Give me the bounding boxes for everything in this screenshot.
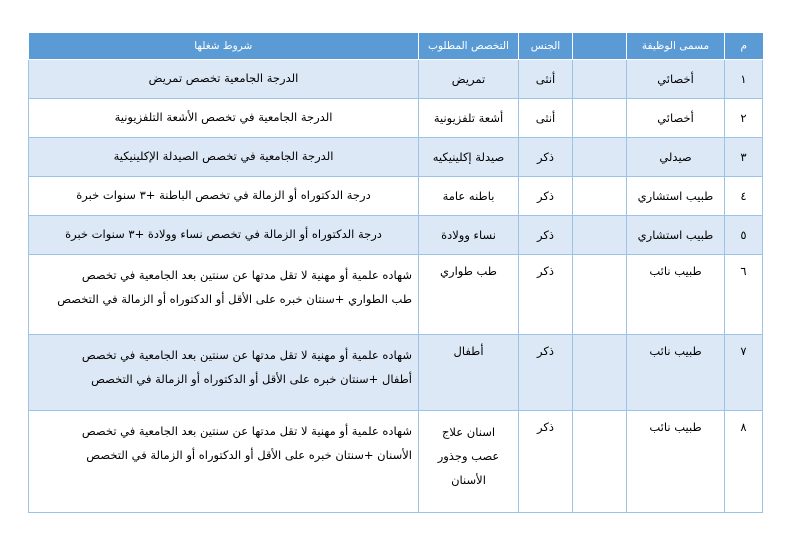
requirements-line: شهاده علمية أو مهنية لا تقل مدتها عن سنتين بعد الجامعية في تخصص <box>81 424 412 438</box>
specialty-line: اسنان علاج <box>441 425 496 439</box>
row-specialty: تمريض <box>419 60 519 99</box>
row-gender: ذكر <box>519 216 573 255</box>
requirements-line: شهاده علمية أو مهنية لا تقل مدتها عن سنتين بعد الجامعية في تخصص <box>81 268 412 282</box>
table-row <box>29 255 763 335</box>
row-requirements <box>29 255 419 335</box>
row-job-title: طبيب استشاري <box>627 216 725 255</box>
table-row <box>29 60 763 99</box>
table-row <box>29 216 763 255</box>
row-specialty: نساء وولادة <box>419 216 519 255</box>
row-num: ٧ <box>725 335 763 411</box>
requirements-line: أطفال +سنتان خبره على الأقل أو الدكتوراه أو الزمالة في التخصص <box>91 371 412 386</box>
table-header-row <box>29 33 763 60</box>
row-job-title: طبيب نائب <box>627 335 725 411</box>
row-blank <box>573 216 627 255</box>
row-requirements: الدرجة الجامعية تخصص تمريض <box>29 60 419 99</box>
specialty-line: الأسنان <box>451 473 486 488</box>
row-blank <box>573 255 627 335</box>
row-gender: ذكر <box>519 177 573 216</box>
row-blank <box>573 99 627 138</box>
row-requirements: الدرجة الجامعية في تخصص الصيدلة الإكلينيكية <box>29 138 419 177</box>
requirements-line: الأسنان +سنتان خبره على الأقل أو الدكتوراه أو الزمالة في التخصص <box>86 447 412 462</box>
row-gender: ذكر <box>519 138 573 177</box>
row-num: ٣ <box>725 138 763 177</box>
table-row <box>29 411 763 513</box>
row-specialty <box>419 411 519 513</box>
row-gender: ذكر <box>519 411 573 513</box>
requirements-line: طب الطواري +سنتان خبره على الأقل أو الدكتوراه أو الزمالة في التخصص <box>57 291 412 306</box>
row-specialty: أطفال <box>419 335 519 411</box>
row-requirements <box>29 335 419 411</box>
header-specialty: التخصص المطلوب <box>419 33 519 60</box>
row-job-title: طبيب نائب <box>627 411 725 513</box>
row-specialty: باطنه عامة <box>419 177 519 216</box>
table-row <box>29 335 763 411</box>
row-num: ١ <box>725 60 763 99</box>
table-row <box>29 138 763 177</box>
table-row <box>29 177 763 216</box>
row-requirements: درجة الدكتوراه أو الزمالة في تخصص نساء وولادة +٣ سنوات خبرة <box>29 216 419 255</box>
row-num: ٦ <box>725 255 763 335</box>
header-job-title: مسمى الوظيفة <box>627 33 725 60</box>
row-specialty: أشعة تلفزيونية <box>419 99 519 138</box>
row-job-title: أخصائي <box>627 60 725 99</box>
row-num: ٢ <box>725 99 763 138</box>
header-requirements: شروط شغلها <box>29 33 419 60</box>
specialty-line: عصب وجذور <box>437 449 500 464</box>
row-requirements: الدرجة الجامعية في تخصص الأشعة التلفزيونية <box>29 99 419 138</box>
row-gender: ذكر <box>519 255 573 335</box>
row-blank <box>573 411 627 513</box>
row-blank <box>573 60 627 99</box>
row-gender: أنثى <box>519 99 573 138</box>
row-job-title: أخصائي <box>627 99 725 138</box>
row-gender: ذكر <box>519 335 573 411</box>
row-job-title: صيدلي <box>627 138 725 177</box>
table-row <box>29 99 763 138</box>
header-gender: الجنس <box>519 33 573 60</box>
row-num: ٨ <box>725 411 763 513</box>
row-num: ٤ <box>725 177 763 216</box>
row-blank <box>573 138 627 177</box>
row-job-title: طبيب استشاري <box>627 177 725 216</box>
row-job-title: طبيب نائب <box>627 255 725 335</box>
jobs-table <box>28 33 763 513</box>
row-requirements: درجة الدكتوراه أو الزمالة في تخصص الباطنة +٣ سنوات خبرة <box>29 177 419 216</box>
requirements-line: شهاده علمية أو مهنية لا تقل مدتها عن سنتين بعد الجامعية في تخصص <box>81 348 412 362</box>
row-num: ٥ <box>725 216 763 255</box>
row-specialty: صيدلة إكلينيكيه <box>419 138 519 177</box>
header-num: م <box>725 33 763 60</box>
row-gender: أنثى <box>519 60 573 99</box>
row-blank <box>573 177 627 216</box>
header-blank <box>573 33 627 60</box>
row-specialty: طب طواري <box>419 255 519 335</box>
row-blank <box>573 335 627 411</box>
row-requirements <box>29 411 419 513</box>
